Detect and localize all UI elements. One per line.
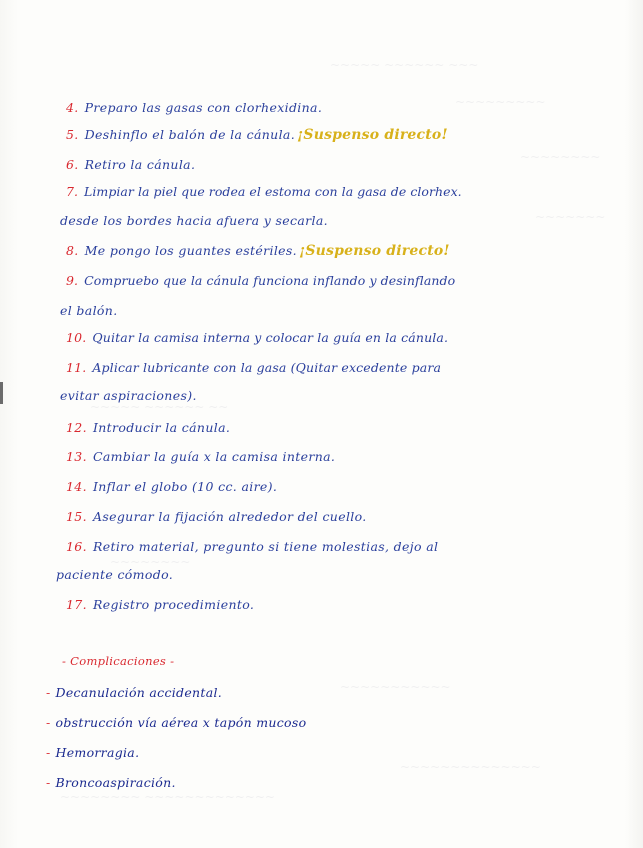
bleed-through: ~~~~~~~~~~~ — [340, 680, 451, 694]
step-16-continued — [56, 567, 173, 582]
step-number: 12. — [66, 420, 87, 435]
bullet-dash: - — [46, 775, 51, 790]
step-text: Compruebo que la cánula funciona inflando y desinflando — [84, 273, 456, 288]
complications-heading: - Complicaciones - — [62, 654, 175, 668]
step-number: 7. — [66, 184, 79, 199]
step-4 — [66, 100, 322, 115]
step-17 — [66, 597, 254, 612]
bleed-through: ~~~~~ ~~~~~~ ~~ — [90, 400, 229, 414]
step-10 — [66, 330, 448, 345]
bleed-through: ~~~~~~~~ — [520, 150, 601, 164]
step-5 — [66, 127, 448, 143]
step-number: 15. — [66, 509, 87, 524]
complication-item — [46, 685, 222, 700]
step-number: 4. — [66, 100, 79, 115]
step-text: Aplicar lubricante con la gasa (Quitar excedente para — [92, 360, 442, 375]
step-15 — [66, 509, 367, 524]
bullet-dash: - — [46, 715, 51, 730]
page-edge-mark — [0, 382, 3, 404]
step-text: Cambiar la guía x la camisa interna. — [92, 449, 336, 464]
bleed-through: ~~~~~~~~~~~~~~ — [400, 760, 541, 774]
step-number: 16. — [66, 539, 87, 554]
step-11-continued — [60, 388, 197, 403]
complication-item — [46, 715, 306, 730]
step-number: 14. — [66, 479, 87, 494]
step-8 — [66, 243, 450, 259]
complication-item — [46, 745, 139, 760]
step-text: el balón. — [60, 303, 118, 318]
step-number: 11. — [66, 360, 87, 375]
step-number: 9. — [66, 273, 79, 288]
step-7 — [66, 184, 462, 199]
bleed-through: ~~~~~ ~~~~~~ ~~~ — [330, 58, 479, 72]
step-14 — [66, 479, 277, 494]
step-number: 17. — [66, 597, 87, 612]
step-text: Introducir la cánula. — [92, 420, 231, 435]
step-12 — [66, 420, 230, 435]
complication-text: Hemorragia. — [55, 745, 140, 760]
step-number: 6. — [66, 157, 79, 172]
bleed-through: ~~~~~~~ — [535, 210, 606, 224]
step-text: Registro procedimiento. — [92, 597, 255, 612]
complication-text: Decanulación accidental. — [55, 685, 223, 700]
step-number: 13. — [66, 449, 87, 464]
bullet-dash: - — [46, 745, 51, 760]
bullet-dash: - — [46, 685, 51, 700]
step-number: 10. — [66, 330, 87, 345]
warning-note: ¡Suspenso directo! — [297, 127, 448, 143]
step-6 — [66, 157, 195, 172]
step-text: Asegurar la fijación alrededor del cuello. — [92, 509, 367, 524]
complication-text: Broncoaspiración. — [55, 775, 176, 790]
bleed-through: ~~~~~~~~ — [110, 555, 191, 569]
step-text: Me pongo los guantes estériles. — [84, 243, 298, 258]
step-text: Retiro la cánula. — [84, 157, 196, 172]
step-text: evitar aspiraciones). — [60, 388, 197, 403]
step-number: 8. — [66, 243, 79, 258]
step-text: Deshinflo el balón de la cánula. — [84, 127, 296, 142]
step-text: Quitar la camisa interna y colocar la guía en la cánula. — [92, 330, 449, 345]
complication-text: obstrucción vía aérea x tapón mucoso — [55, 715, 307, 730]
step-7-continued — [60, 213, 328, 228]
step-13 — [66, 449, 335, 464]
step-text: desde los bordes hacia afuera y secarla. — [60, 213, 328, 228]
bleed-through: ~~~~~~~~~ — [455, 95, 546, 109]
step-text: Limpiar la piel que rodea el estoma con la gasa de clorhex. — [84, 184, 462, 199]
step-16 — [66, 539, 438, 554]
bleed-through: ~~~~~~~~ ~~~~~~~~~~~~~ — [60, 790, 275, 804]
step-number: 5. — [66, 127, 79, 142]
step-9-continued — [60, 303, 118, 318]
step-9 — [66, 273, 455, 288]
step-text: Inflar el globo (10 cc. aire). — [92, 479, 278, 494]
complication-item — [46, 775, 176, 790]
step-text: Retiro material, pregunto si tiene molestias, dejo al — [92, 539, 439, 554]
step-text: paciente cómodo. — [56, 567, 174, 582]
step-11 — [66, 360, 441, 375]
warning-note: ¡Suspenso directo! — [299, 243, 450, 259]
step-text: Preparo las gasas con clorhexidina. — [84, 100, 323, 115]
